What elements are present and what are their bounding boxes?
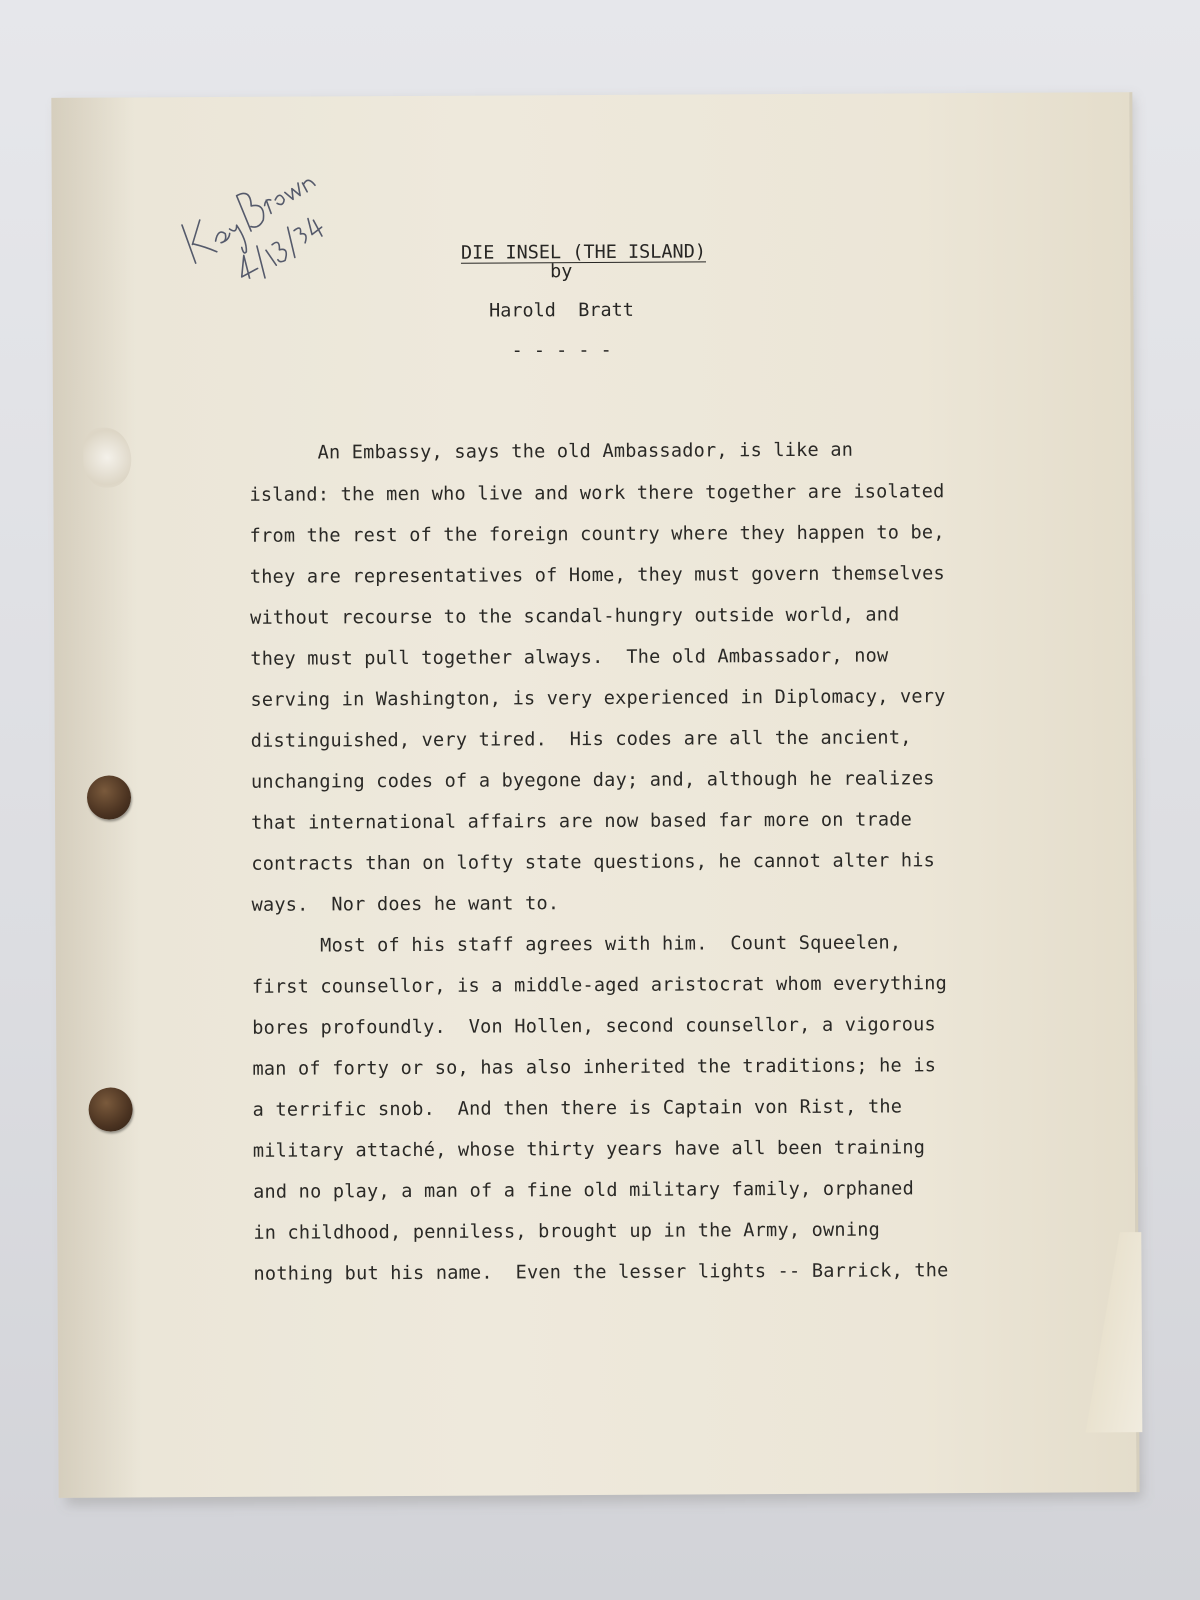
body-line: serving in Washington, is very experienced in Diplomacy, very	[250, 686, 946, 711]
title-text: DIE INSEL (THE ISLAND)	[460, 241, 707, 264]
body-line: bores profoundly. Von Hollen, second counsellor, a vigorous	[252, 1014, 936, 1039]
body-line: that international affairs are now based far more on trade	[251, 809, 913, 834]
body-line: a terrific snob. And then there is Captain von Rist, the	[252, 1096, 903, 1121]
body-line: contracts than on lofty state questions, he cannot alter his	[251, 850, 936, 875]
body-line: Most of his staff agrees with him. Count Squeelen,	[251, 932, 902, 957]
typewritten-page	[51, 92, 1139, 1498]
body-line: they are representatives of Home, they must govern themselves	[249, 563, 945, 588]
body-line: unchanging codes of a byegone day; and, although he realizes	[250, 768, 935, 793]
body-line: island: the men who live and work there together are isolated	[249, 481, 945, 506]
body-line: military attaché, whose thirty years have all been training	[252, 1137, 926, 1162]
body-line: distinguished, very tired. His codes are all the ancient,	[250, 727, 912, 752]
by-line: by	[550, 261, 573, 283]
body-line: in childhood, penniless, brought up in the Army, owning	[253, 1219, 881, 1244]
body-line: without recourse to the scandal-hungry outside world, and	[250, 604, 900, 629]
author-name: Harold Bratt	[489, 299, 634, 322]
body-line: they must pull together always. The old Ambassador, now	[250, 645, 889, 670]
body-line: ways. Nor does he want to.	[251, 893, 560, 916]
binding-hole-top	[87, 775, 131, 819]
curled-corner	[1081, 1232, 1142, 1432]
body-line: first counsellor, is a middle-aged aristocrat whom everything	[251, 973, 948, 998]
separator-dashes: - - - - -	[511, 339, 612, 362]
body-line: and no play, a man of a fine old military family, orphaned	[253, 1178, 914, 1203]
binding-hole-bottom	[89, 1087, 133, 1131]
body-line: man of forty or so, has also inherited the traditions; he is	[252, 1055, 937, 1080]
body-line: nothing but his name. Even the lesser lights -- Barrick, the	[253, 1260, 949, 1285]
body-line: from the rest of the foreign country where they happen to be,	[249, 522, 945, 547]
body-line: An Embassy, says the old Ambassador, is like an	[249, 439, 854, 464]
